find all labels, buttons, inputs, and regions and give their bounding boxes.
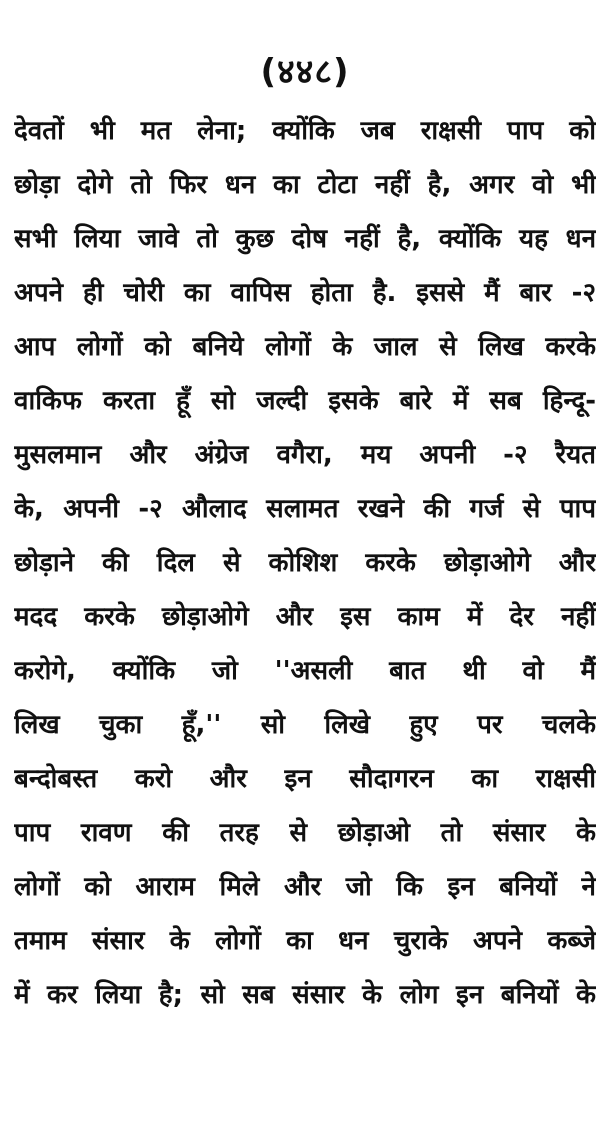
- text-line: अपने ही चोरी का वापिस होता है. इससे मैं बार -२: [14, 278, 596, 308]
- text-line: के, अपनी -२ औलाद सलामत रखने की गर्ज से पाप: [14, 494, 596, 524]
- text-line: वाकिफ करता हूँ सो जल्दी इसके बारे में सब हिन्दू-: [14, 386, 596, 416]
- text-line: करोगे, क्योंकि जो ''असली बात थी वो मैं: [14, 656, 596, 686]
- text-line: बन्दोबस्त करो और इन सौदागरन का राक्षसी: [14, 764, 596, 794]
- text-line: लोगों को आराम मिले और जो कि इन बनियों ने: [14, 872, 596, 902]
- text-line: छोड़ा दोगे तो फिर धन का टोटा नहीं है, अगर वो भी: [14, 170, 596, 200]
- text-line: देवतों भी मत लेना; क्योंकि जब राक्षसी पाप को: [14, 116, 596, 146]
- text-line: तमाम संसार के लोगों का धन चुराके अपने कब्जे: [14, 926, 596, 956]
- text-line: पाप रावण की तरह से छोड़ाओ तो संसार के: [14, 818, 596, 848]
- body-text: [14, 104, 596, 1022]
- text-line: आप लोगों को बनिये लोगों के जाल से लिख करके: [14, 332, 596, 362]
- text-line: मुसलमान और अंग्रेज वगैरा, मय अपनी -२ रैयत: [14, 440, 596, 470]
- text-line: में कर लिया है; सो सब संसार के लोग इन बनियों के: [14, 980, 596, 1010]
- text-line: मदद करके छोड़ाओगे और इस काम में देर नहीं: [14, 602, 596, 632]
- text-line: लिख चुका हूँ,'' सो लिखे हुए पर चलके: [14, 710, 596, 740]
- page-number: (४४८): [260, 52, 350, 92]
- text-line: छोड़ाने की दिल से कोशिश करके छोड़ाओगे और: [14, 548, 596, 578]
- text-line: सभी लिया जावे तो कुछ दोष नहीं है, क्योंकि यह धन: [14, 224, 596, 254]
